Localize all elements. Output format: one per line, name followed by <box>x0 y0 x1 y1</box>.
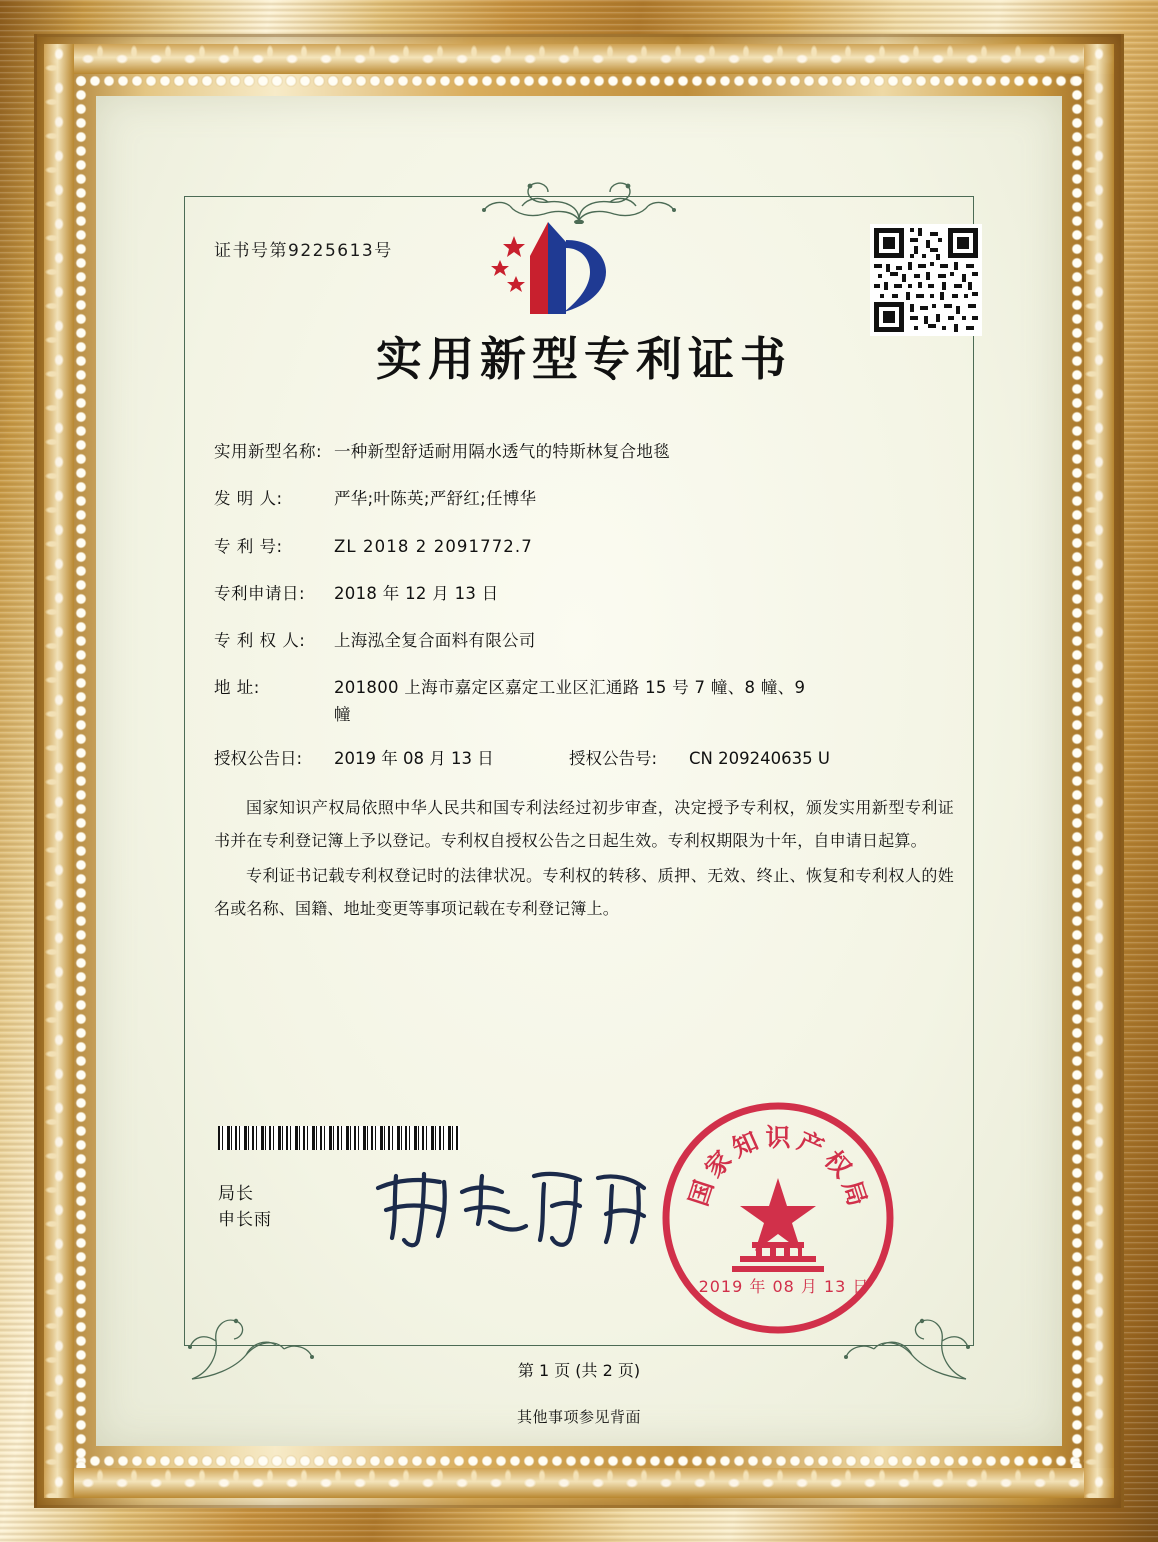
page-number: 第 1 页 (共 2 页) <box>517 1361 641 1380</box>
field-value: ZL 2018 2 2091772.7 <box>334 536 533 556</box>
field-value: 2018 年 12 月 13 日 <box>334 583 499 603</box>
field-row-patent-number <box>214 536 954 558</box>
address-continuation: 幢 <box>334 704 351 724</box>
field-label: 发 明 人: <box>214 489 283 509</box>
svg-text:产: 产 <box>793 1126 829 1163</box>
frame-bead-top <box>74 74 1084 88</box>
svg-text:权: 权 <box>818 1145 857 1184</box>
svg-text:国: 国 <box>683 1176 720 1210</box>
field-label: 专 利 号: <box>214 536 283 556</box>
field-value: 严华;叶陈英;严舒红;任博华 <box>334 489 537 509</box>
svg-text:局: 局 <box>836 1176 873 1210</box>
field-row-address <box>214 677 954 699</box>
frame-ornament-bottom <box>44 1468 1114 1498</box>
svg-text:家: 家 <box>699 1145 738 1184</box>
barcode <box>218 1126 460 1150</box>
field-row-invention-name <box>214 441 954 463</box>
svg-text:识: 识 <box>765 1123 791 1152</box>
field-row-grant <box>214 748 954 770</box>
field-row-patentee <box>214 630 954 652</box>
certificate-number: 证书号第9225613号 <box>214 241 393 261</box>
field-label: 实用新型名称: <box>214 442 323 461</box>
svg-text:知: 知 <box>727 1126 763 1163</box>
field-value: 上海泓全复合面料有限公司 <box>334 631 536 651</box>
grant-date-label: 授权公告日: <box>214 748 303 768</box>
field-label: 专利申请日: <box>214 583 306 603</box>
frame-bead-bottom <box>74 1454 1084 1468</box>
grant-number-label: 授权公告号: <box>569 748 658 768</box>
frame-ornament-left <box>44 44 74 1498</box>
paragraph-1: 国家知识产权局依照中华人民共和国专利法经过初步审查，决定授予专利权，颁发实用新型专利证书并在专利登记簿上予以登记。专利权自授权公告之日起生效。专利权期限为十年，自申请日起算。 <box>214 798 954 850</box>
field-label: 专 利 权 人: <box>214 631 306 651</box>
director-label: 局长 <box>218 1184 254 1204</box>
frame-bead-left <box>74 74 88 1468</box>
frame-ornament-right <box>1084 44 1114 1498</box>
certificate-content <box>214 236 954 927</box>
field-label: 地 址: <box>214 678 260 698</box>
legal-paragraphs <box>214 792 954 925</box>
field-list <box>214 441 954 770</box>
seal-date: 2019 年 08 月 13 日 <box>698 1277 870 1296</box>
field-value: 一种新型舒适耐用隔水透气的特斯林复合地毯 <box>334 442 670 461</box>
frame-ornament-top <box>44 44 1114 74</box>
certificate-paper <box>96 96 1062 1446</box>
page-title: 实用新型专利证书 <box>376 332 792 386</box>
field-value: 201800 上海市嘉定区嘉定工业区汇通路 15 号 7 幢、8 幢、9 <box>334 678 806 698</box>
field-row-application-date <box>214 583 954 605</box>
frame-bead-right <box>1070 74 1084 1468</box>
handwritten-signature <box>366 1158 666 1250</box>
footnote: 其他事项参见背面 <box>516 1408 641 1426</box>
official-seal <box>656 1096 900 1340</box>
grant-number-value: CN 209240635 U <box>689 748 830 768</box>
paragraph-2: 专利证书记载专利权登记时的法律状况。专利权的转移、质押、无效、终止、恢复和专利权人的姓名或名称、国籍、地址变更等事项记载在专利登记簿上。 <box>214 865 954 918</box>
field-row-inventors <box>214 488 954 510</box>
signature-block <box>218 1181 272 1234</box>
grant-date-value: 2019 年 08 月 13 日 <box>334 748 494 768</box>
director-name: 申长雨 <box>218 1210 272 1231</box>
